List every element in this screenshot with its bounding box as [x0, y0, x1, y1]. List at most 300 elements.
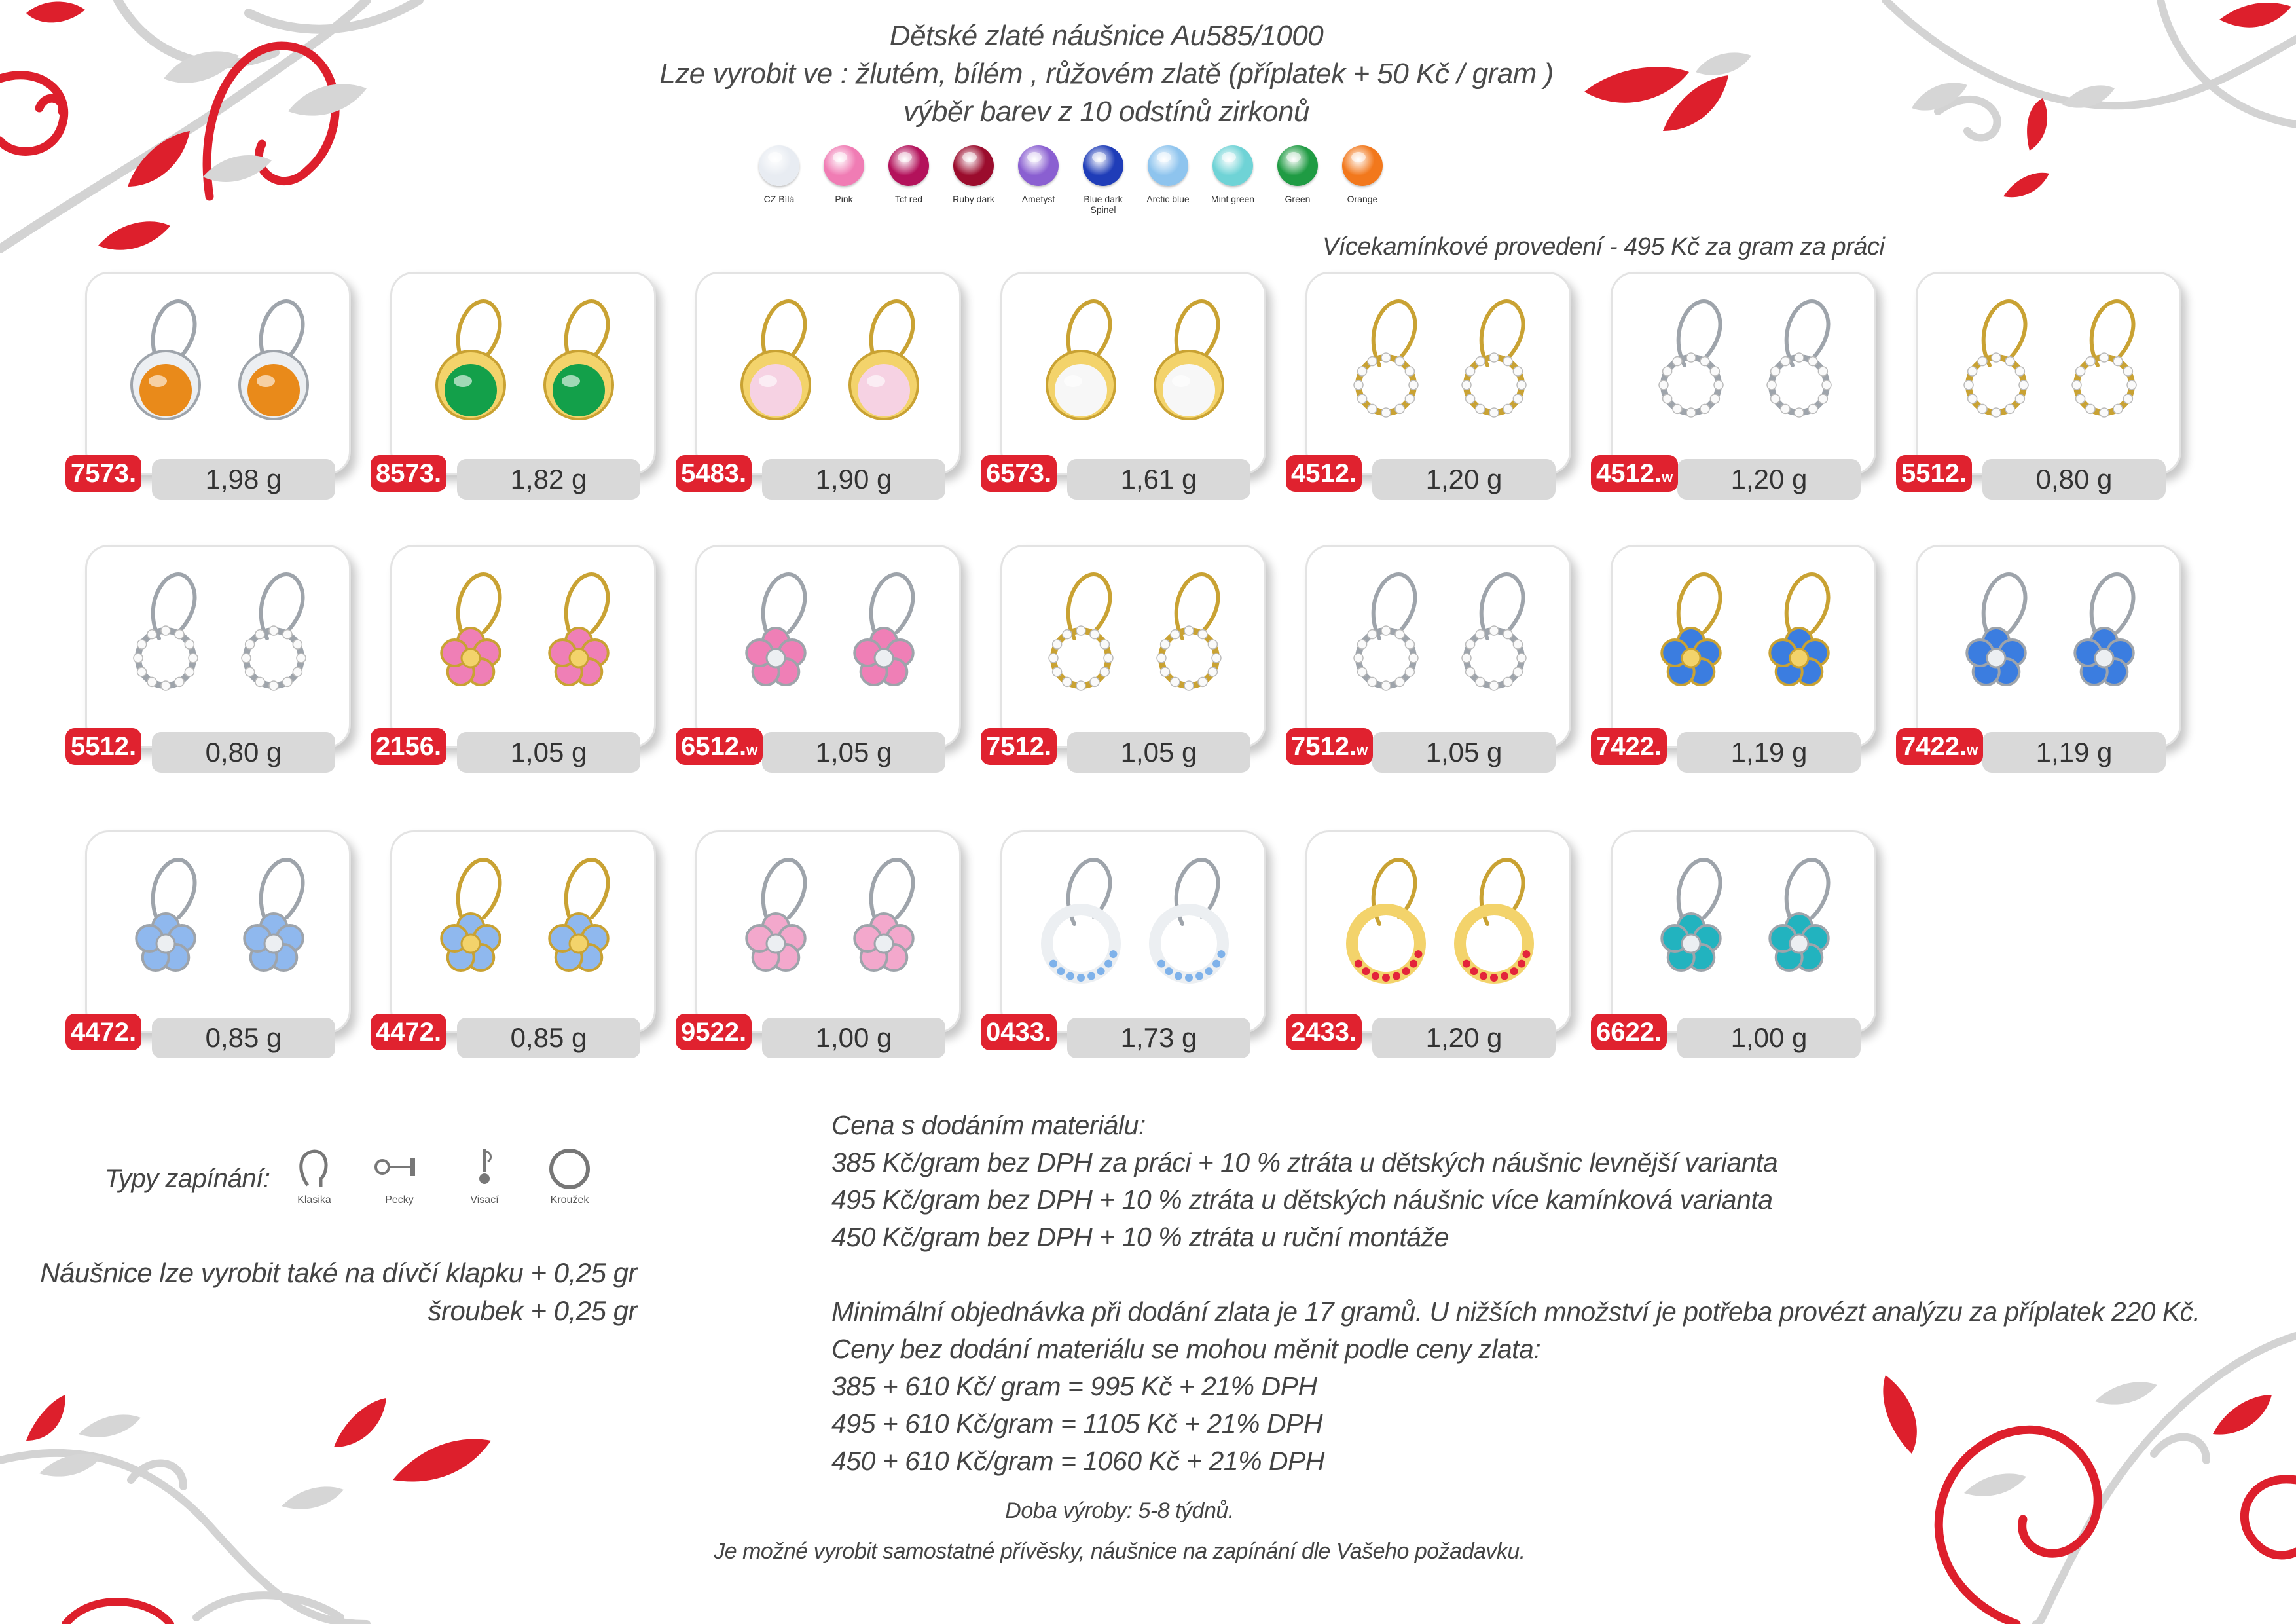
- earring-detail: [1767, 380, 1776, 390]
- earring-detail: [1395, 404, 1404, 413]
- closure-krouzek: [534, 1146, 606, 1206]
- swatch-orange: [1330, 145, 1395, 204]
- earring-detail: [1490, 974, 1498, 982]
- earring-detail: [1822, 380, 1831, 390]
- earring-detail: [1476, 404, 1485, 413]
- earring-detail: [1212, 960, 1220, 968]
- earring-detail: [1368, 677, 1377, 686]
- earring-detail: [1781, 404, 1790, 413]
- earring-illustration: [1918, 547, 2179, 743]
- earring-detail: [1077, 974, 1085, 982]
- white-gold-suffix: w: [1662, 469, 1673, 485]
- earring-detail: [1503, 630, 1512, 639]
- product-card: [681, 272, 961, 494]
- swatch-label: Ametyst: [1021, 194, 1055, 204]
- earring-detail: [1781, 357, 1790, 366]
- product-weight: 1,82 g: [457, 459, 640, 500]
- product-code: 2156.: [371, 728, 446, 765]
- earring-detail: [1381, 626, 1391, 635]
- pricing-line: 495 Kč/gram bez DPH + 10 % ztráta u dětských náušnic více kamínková varianta: [831, 1185, 1773, 1215]
- pricing-line: 385 + 610 Kč/ gram = 995 Kč + 21% DPH: [831, 1371, 1317, 1401]
- earring-detail: [1790, 934, 1808, 953]
- earring-detail: [1968, 394, 1977, 403]
- earring-detail: [2100, 353, 2109, 362]
- closure-types-label: Typy zapínání:: [105, 1164, 270, 1193]
- earring-detail: [1104, 654, 1113, 663]
- earring-hoop: [1460, 910, 1528, 978]
- product-card: [681, 830, 961, 1053]
- earring-detail: [1157, 654, 1166, 663]
- earring-detail: [283, 677, 292, 686]
- earring-detail: [1466, 640, 1475, 649]
- earring-frame: [1358, 631, 1413, 686]
- earring-illustration: [1307, 832, 1569, 1029]
- closure-pecky: [363, 1146, 435, 1206]
- pricing-line: 450 Kč/gram bez DPH + 10 % ztráta u ruční montáže: [831, 1222, 1449, 1252]
- earring-detail: [1405, 640, 1414, 649]
- product-weight: 1,73 g: [1067, 1018, 1250, 1058]
- product-card: [986, 272, 1266, 494]
- product-card: [376, 830, 656, 1053]
- swatch-label: Arctic blue: [1146, 194, 1190, 204]
- swatch-pink: [811, 145, 877, 204]
- earring-detail: [1513, 367, 1522, 376]
- earring-detail: [283, 630, 292, 639]
- multi-stone-note: Vícekamínkové provedení - 495 Kč za gram za práci: [1322, 233, 1885, 261]
- earring-detail: [2100, 408, 2109, 417]
- earring-illustration: [1613, 274, 1874, 470]
- earring-detail: [1208, 640, 1217, 649]
- earring-frame: [1772, 358, 1827, 413]
- earring-detail: [1489, 681, 1499, 690]
- earring-detail: [1501, 972, 1508, 980]
- product-card: [71, 272, 351, 494]
- earring-detail: [1076, 681, 1085, 690]
- min-order-note: Minimální objednávka při dodání zlata je 17 gramů. U nižších množství je potřeba provézt analýzu za příplatek 220 Kč.: [831, 1297, 2200, 1327]
- header-title: Dětské zlaté náušnice Au585/1000: [889, 20, 1324, 52]
- earring-detail: [1795, 408, 1804, 417]
- swatch-gem: [1212, 145, 1253, 186]
- product-card: [1291, 272, 1571, 494]
- earring-detail: [1161, 667, 1170, 676]
- earring-detail: [462, 934, 480, 953]
- product-card: [1596, 545, 1876, 767]
- product-code: 7422.: [1591, 728, 1667, 765]
- swatch-gem: [1083, 145, 1123, 186]
- earring-detail: [1165, 967, 1173, 975]
- product-weight: 1,00 g: [1677, 1018, 1861, 1058]
- earring-detail: [1513, 640, 1522, 649]
- earring-detail: [1171, 630, 1180, 639]
- earring-detail: [1195, 972, 1203, 980]
- pricing-subheading: Ceny bez dodání materiálu se mohou měnit podle ceny zlata:: [831, 1334, 1541, 1364]
- earring-detail: [1100, 640, 1109, 649]
- swatch-label: Green: [1285, 194, 1311, 204]
- earring-detail: [1489, 408, 1499, 417]
- earring-detail: [1171, 677, 1180, 686]
- earring-frame: [1969, 358, 2024, 413]
- product-photo: [390, 545, 656, 748]
- earring-illustration: [392, 832, 654, 1029]
- earring-detail: [185, 667, 194, 676]
- earring-detail: [1489, 353, 1499, 362]
- earring-detail: [1354, 654, 1363, 663]
- earring-detail: [175, 630, 184, 639]
- earring-detail: [1381, 681, 1391, 690]
- product-photo: [85, 830, 351, 1033]
- earring-detail: [1808, 404, 1817, 413]
- swatch-gem: [1342, 145, 1383, 186]
- earring-stone: [1055, 364, 1107, 416]
- product-photo: [390, 830, 656, 1033]
- earring-detail: [1409, 654, 1418, 663]
- earring-detail: [1053, 667, 1062, 676]
- earring-detail: [2086, 357, 2095, 366]
- earring-detail: [2113, 404, 2123, 413]
- earring-detail: [1503, 677, 1512, 686]
- product-card: [681, 545, 961, 767]
- earring-detail: [1358, 640, 1367, 649]
- pricing-heading: Cena s dodáním materiálu:: [831, 1110, 1146, 1140]
- earring-stone: [139, 364, 192, 416]
- swatch-gem: [953, 145, 994, 186]
- product-photo: [1916, 545, 2181, 748]
- custom-order-note: Je možné vyrobit samostatné přívěsky, náušnice na zapínání dle Vašeho požadavku.: [714, 1539, 1525, 1564]
- earring-frame: [246, 631, 301, 686]
- product-code: 0433.: [981, 1014, 1057, 1050]
- earring-frame: [138, 631, 193, 686]
- product-photo: [85, 272, 351, 475]
- earring-detail: [1795, 353, 1804, 362]
- earring-detail: [1063, 677, 1072, 686]
- product-photo: [1916, 272, 2181, 475]
- swatch-gem: [1148, 145, 1188, 186]
- earring-illustration: [1613, 547, 1874, 743]
- product-card: [1596, 830, 1876, 1053]
- product-weight: 1,05 g: [762, 732, 945, 773]
- girl-note-line1: Náušnice lze vyrobit také na dívčí klapku + 0,25 gr: [40, 1257, 637, 1288]
- earring-stone: [553, 364, 605, 416]
- earring-detail: [1686, 353, 1696, 362]
- earring-detail: [1513, 667, 1522, 676]
- earring-detail: [1518, 960, 1525, 968]
- earring-detail: [1771, 394, 1780, 403]
- earring-detail: [1372, 972, 1379, 980]
- closure-caption: Kroužek: [550, 1194, 589, 1206]
- catalog-header: [655, 17, 1558, 131]
- pricing-line: 450 + 610 Kč/gram = 1060 Kč + 21% DPH: [831, 1446, 1324, 1476]
- closure-caption: Visací: [470, 1194, 499, 1206]
- earring-detail: [189, 654, 198, 663]
- swatch-gem: [759, 145, 799, 186]
- earring-detail: [1466, 667, 1475, 676]
- earring-illustration: [87, 547, 349, 743]
- product-code: 7512.: [981, 728, 1057, 765]
- earring-detail: [1053, 640, 1062, 649]
- earring-detail: [269, 681, 278, 690]
- earring-detail: [1161, 640, 1170, 649]
- swatch-arctic-blue: [1135, 145, 1201, 204]
- earring-detail: [1818, 367, 1827, 376]
- drop-hook-icon: [468, 1146, 501, 1192]
- earring-detail: [1100, 667, 1109, 676]
- earring-detail: [454, 375, 472, 387]
- earring-stone: [247, 364, 300, 416]
- earring-detail: [1462, 654, 1471, 663]
- earring-detail: [1184, 681, 1194, 690]
- product-weight: 1,98 g: [152, 459, 335, 500]
- header-metal-options: Lze vyrobit ve : žlutém, bílém , růžovém zlatě (příplatek + 50 Kč / gram ): [659, 58, 1554, 90]
- product-photo: [1611, 272, 1876, 475]
- earring-illustration: [392, 547, 654, 743]
- product-card: [986, 830, 1266, 1053]
- earring-detail: [1771, 367, 1780, 376]
- hoop-icon: [543, 1146, 596, 1192]
- earring-detail: [1517, 654, 1526, 663]
- earring-detail: [2019, 380, 2028, 390]
- swatch-gem: [824, 145, 864, 186]
- earring-detail: [1362, 967, 1370, 975]
- earring-detail: [1087, 972, 1095, 980]
- earring-detail: [1700, 404, 1709, 413]
- product-card: [376, 545, 656, 767]
- product-code: 6512.w: [676, 728, 763, 765]
- earring-detail: [1968, 367, 1977, 376]
- earring-detail: [1405, 367, 1414, 376]
- earring-illustration: [87, 832, 349, 1029]
- swatch-green: [1265, 145, 1330, 204]
- earring-detail: [2015, 394, 2024, 403]
- product-weight: 0,85 g: [152, 1018, 335, 1058]
- earring-detail: [1978, 404, 1987, 413]
- earring-detail: [134, 654, 143, 663]
- earring-detail: [1682, 649, 1700, 667]
- earring-detail: [1818, 394, 1827, 403]
- earring-detail: [1682, 934, 1700, 953]
- earring-detail: [255, 630, 264, 639]
- earring-detail: [1104, 960, 1112, 968]
- product-card: [1901, 545, 2181, 767]
- earring-detail: [297, 654, 306, 663]
- earring-detail: [1066, 972, 1074, 980]
- earring-detail: [2015, 367, 2024, 376]
- earring-detail: [1354, 380, 1363, 390]
- product-weight: 1,00 g: [762, 1018, 945, 1058]
- earring-detail: [1208, 667, 1217, 676]
- swatch-gem: [1018, 145, 1059, 186]
- earring-illustration: [392, 274, 654, 470]
- product-code: 7422.w: [1896, 728, 1983, 765]
- earring-detail: [1714, 380, 1723, 390]
- earring-detail: [1205, 967, 1213, 975]
- earring-detail: [246, 640, 255, 649]
- product-weight: 1,20 g: [1677, 459, 1861, 500]
- earring-detail: [1686, 408, 1696, 417]
- earring-detail: [1368, 357, 1377, 366]
- product-weight: 1,20 g: [1372, 459, 1556, 500]
- white-gold-suffix: w: [1357, 742, 1368, 758]
- earring-detail: [1470, 967, 1478, 975]
- earring-detail: [1489, 626, 1499, 635]
- product-weight: 1,19 g: [1677, 732, 1861, 773]
- product-photo: [1000, 830, 1266, 1033]
- earring-detail: [570, 649, 588, 667]
- earring-detail: [1710, 394, 1719, 403]
- earring-detail: [2123, 394, 2132, 403]
- earring-illustration: [1002, 547, 1264, 743]
- earring-detail: [2076, 394, 2085, 403]
- product-card: [376, 272, 656, 494]
- earring-detail: [137, 667, 147, 676]
- product-photo: [1611, 830, 1876, 1033]
- earring-detail: [1355, 960, 1362, 968]
- product-photo: [85, 545, 351, 748]
- product-code: 6622.: [1591, 1014, 1667, 1050]
- earring-detail: [2072, 380, 2081, 390]
- earring-detail: [1382, 974, 1390, 982]
- earring-detail: [255, 677, 264, 686]
- lever-back-icon: [295, 1146, 334, 1192]
- product-code: 7573.: [65, 455, 141, 492]
- earring-detail: [1503, 404, 1512, 413]
- white-gold-suffix: w: [1967, 742, 1978, 758]
- earring-detail: [1466, 394, 1475, 403]
- product-code: 5512.: [1896, 455, 1972, 492]
- closure-caption: Klasika: [297, 1194, 331, 1206]
- earring-detail: [1513, 394, 1522, 403]
- earring-detail: [1217, 950, 1225, 958]
- earring-detail: [1710, 367, 1719, 376]
- product-code: 7512.w: [1286, 728, 1373, 765]
- earring-detail: [1063, 630, 1072, 639]
- earring-detail: [562, 375, 580, 387]
- earring-detail: [1405, 394, 1414, 403]
- product-code: 4472.: [371, 1014, 446, 1050]
- earring-illustration: [1002, 832, 1264, 1029]
- earring-illustration: [1613, 832, 1874, 1029]
- earring-detail: [149, 375, 167, 387]
- stud-icon: [373, 1146, 426, 1192]
- earring-detail: [1503, 357, 1512, 366]
- closure-types: [105, 1146, 629, 1225]
- earring-frame: [1467, 631, 1522, 686]
- earring-illustration: [1307, 274, 1569, 470]
- earring-detail: [875, 649, 893, 667]
- product-weight: 1,19 g: [1982, 732, 2166, 773]
- swatch-cz-bila: [746, 145, 812, 204]
- product-code: 2433.: [1286, 1014, 1362, 1050]
- product-weight: 0,80 g: [1982, 459, 2166, 500]
- earring-detail: [1358, 667, 1367, 676]
- earring-detail: [269, 626, 278, 635]
- product-weight: 1,61 g: [1067, 459, 1250, 500]
- earring-detail: [1964, 380, 1973, 390]
- swatch-gem: [888, 145, 929, 186]
- earring-detail: [1510, 967, 1518, 975]
- earring-illustration: [697, 274, 959, 470]
- earring-detail: [1476, 630, 1485, 639]
- product-card: [71, 830, 351, 1053]
- earring-detail: [2095, 649, 2113, 667]
- product-photo: [1305, 545, 1571, 748]
- earring-detail: [1395, 357, 1404, 366]
- earring-detail: [1395, 677, 1404, 686]
- closure-klasika: [278, 1146, 350, 1206]
- product-code: 8573.: [371, 455, 446, 492]
- earring-detail: [246, 667, 255, 676]
- earring-detail: [185, 640, 194, 649]
- earring-detail: [1175, 972, 1182, 980]
- pricing-line: 385 Kč/gram bez DPH za práci + 10 % ztráta u dětských náušnic levnější varianta: [831, 1147, 1778, 1177]
- earring-illustration: [1002, 274, 1264, 470]
- product-code: 9522.: [676, 1014, 752, 1050]
- earring-illustration: [1307, 547, 1569, 743]
- earring-detail: [1978, 357, 1987, 366]
- product-code: 6573.: [981, 455, 1057, 492]
- swatch-label: Ruby dark: [953, 194, 994, 204]
- earring-frame: [2077, 358, 2132, 413]
- earring-detail: [264, 934, 283, 953]
- earring-detail: [1700, 357, 1709, 366]
- earring-detail: [1184, 626, 1194, 635]
- earring-illustration: [697, 547, 959, 743]
- earring-detail: [1987, 649, 2005, 667]
- earring-detail: [1480, 972, 1487, 980]
- pricing-line: 495 + 610 Kč/gram = 1105 Kč + 21% DPH: [831, 1409, 1322, 1439]
- earring-detail: [175, 677, 184, 686]
- earring-detail: [462, 649, 480, 667]
- earring-detail: [867, 375, 885, 387]
- earring-frame: [1664, 358, 1719, 413]
- earring-illustration: [697, 832, 959, 1029]
- earring-detail: [147, 630, 156, 639]
- earring-detail: [1049, 654, 1058, 663]
- swatch-label: Pink: [835, 194, 853, 204]
- earring-detail: [1172, 375, 1190, 387]
- product-photo: [1305, 272, 1571, 475]
- product-weight: 1,90 g: [762, 459, 945, 500]
- earring-detail: [1402, 967, 1410, 975]
- earring-detail: [1393, 972, 1400, 980]
- product-card: [1596, 272, 1876, 494]
- swatch-ruby-dark: [941, 145, 1006, 204]
- earring-detail: [1410, 960, 1417, 968]
- earring-detail: [1463, 960, 1470, 968]
- earring-detail: [161, 681, 170, 690]
- product-card: [1291, 830, 1571, 1053]
- earring-hoop: [1047, 910, 1115, 978]
- earring-detail: [1057, 967, 1065, 975]
- earring-detail: [1198, 677, 1207, 686]
- earring-detail: [759, 375, 777, 387]
- earring-detail: [1466, 367, 1475, 376]
- earring-detail: [1358, 394, 1367, 403]
- earring-detail: [1476, 677, 1485, 686]
- product-code: 4512.: [1286, 455, 1362, 492]
- earring-detail: [1673, 404, 1682, 413]
- earring-detail: [1212, 654, 1221, 663]
- pricing-info: [831, 1107, 2200, 1480]
- earring-detail: [1097, 967, 1105, 975]
- white-gold-suffix: w: [746, 742, 758, 758]
- header-stone-options: výběr barev z 10 odstínů zirkonů: [903, 96, 1309, 128]
- earring-detail: [1368, 630, 1377, 639]
- earring-detail: [1673, 357, 1682, 366]
- zircon-color-swatches: [746, 145, 1414, 237]
- earring-frame: [1358, 358, 1413, 413]
- swatch-tcf-red: [876, 145, 941, 204]
- product-code: 4512.w: [1591, 455, 1678, 492]
